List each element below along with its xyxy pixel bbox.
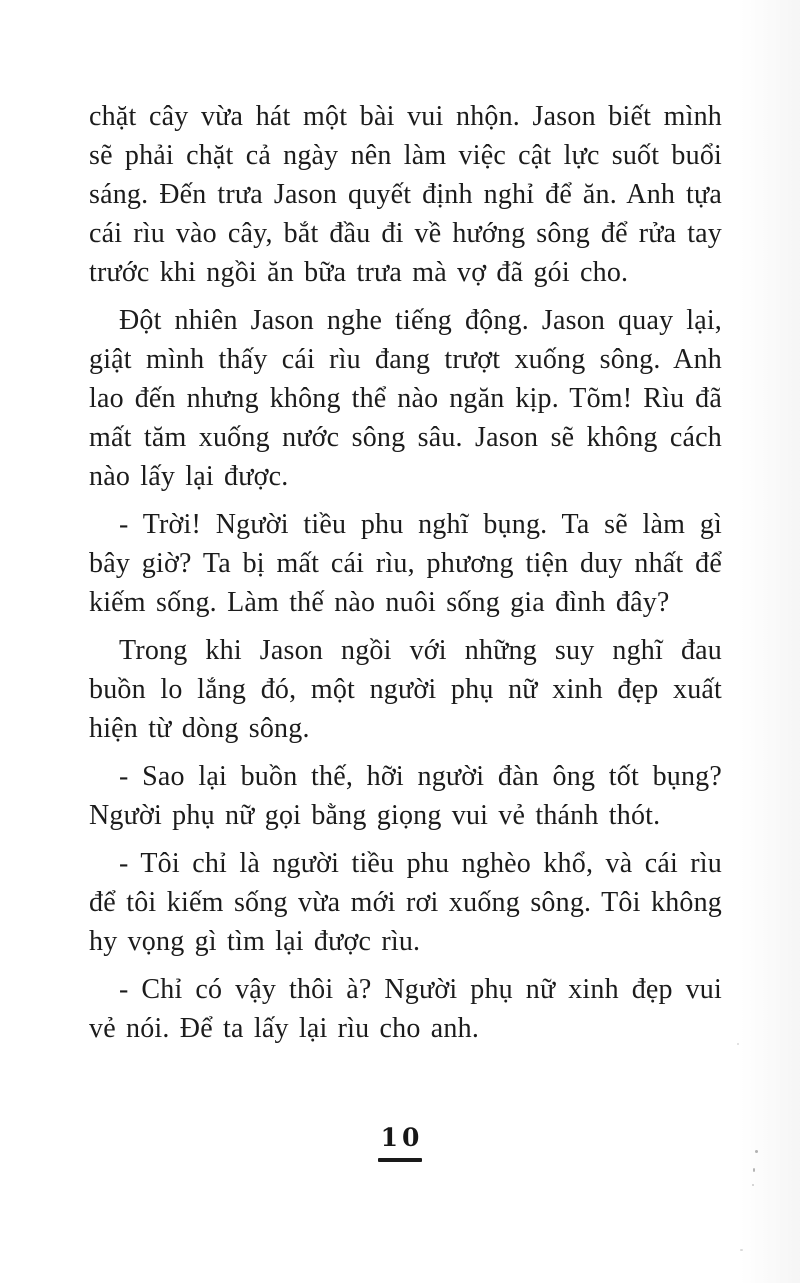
paragraph: Trong khi Jason ngồi với những suy nghĩ đau buồn lo lắng đó, một người phụ nữ xinh đẹp xuất hiện từ dòng sông. [89,635,722,744]
paragraph: chặt cây vừa hát một bài vui nhộn. Jason biết mình sẽ phải chặt cả ngày nên làm việc cật lực suốt buổi sáng. Đến trưa Jason quyết định nghỉ để ăn. Anh tựa cái rìu vào cây, bắt đầu đi về hướng sông để rửa tay trước khi ngồi ăn bữa trưa mà vợ đã gói cho. [89,101,722,288]
paragraph: - Trời! Người tiều phu nghĩ bụng. Ta sẽ làm gì bây giờ? Ta bị mất cái rìu, phương tiện duy nhất để kiếm sống. Làm thế nào nuôi sống gia đình đây? [89,509,722,618]
scan-edge-shading [740,0,800,1283]
scan-speckle [753,1168,755,1172]
page-text [89,97,722,1057]
paragraph: - Tôi chỉ là người tiều phu nghèo khổ, và cái rìu để tôi kiếm sống vừa mới rơi xuống sông. Tôi không hy vọng gì tìm lại được rìu. [89,848,722,957]
paragraph: Đột nhiên Jason nghe tiếng động. Jason quay lại, giật mình thấy cái rìu đang trượt xuống sông. Anh lao đến nhưng không thể nào ngăn kịp. Tõm! Rìu đã mất tăm xuống nước sông sâu. Jason sẽ không cách nào lấy lại được. [89,305,722,492]
page-number: 10 [380,1123,424,1152]
scan-speckle [752,1184,754,1186]
scan-speckle [740,1249,743,1251]
page-number-rule [378,1158,422,1162]
page-footer [0,1124,800,1162]
paragraph: - Chỉ có vậy thôi à? Người phụ nữ xinh đẹp vui vẻ nói. Để ta lấy lại rìu cho anh. [89,974,722,1044]
paragraph: - Sao lại buồn thế, hỡi người đàn ông tốt bụng? Người phụ nữ gọi bằng giọng vui vẻ thánh thót. [89,761,722,831]
scan-speckle [737,1043,739,1045]
